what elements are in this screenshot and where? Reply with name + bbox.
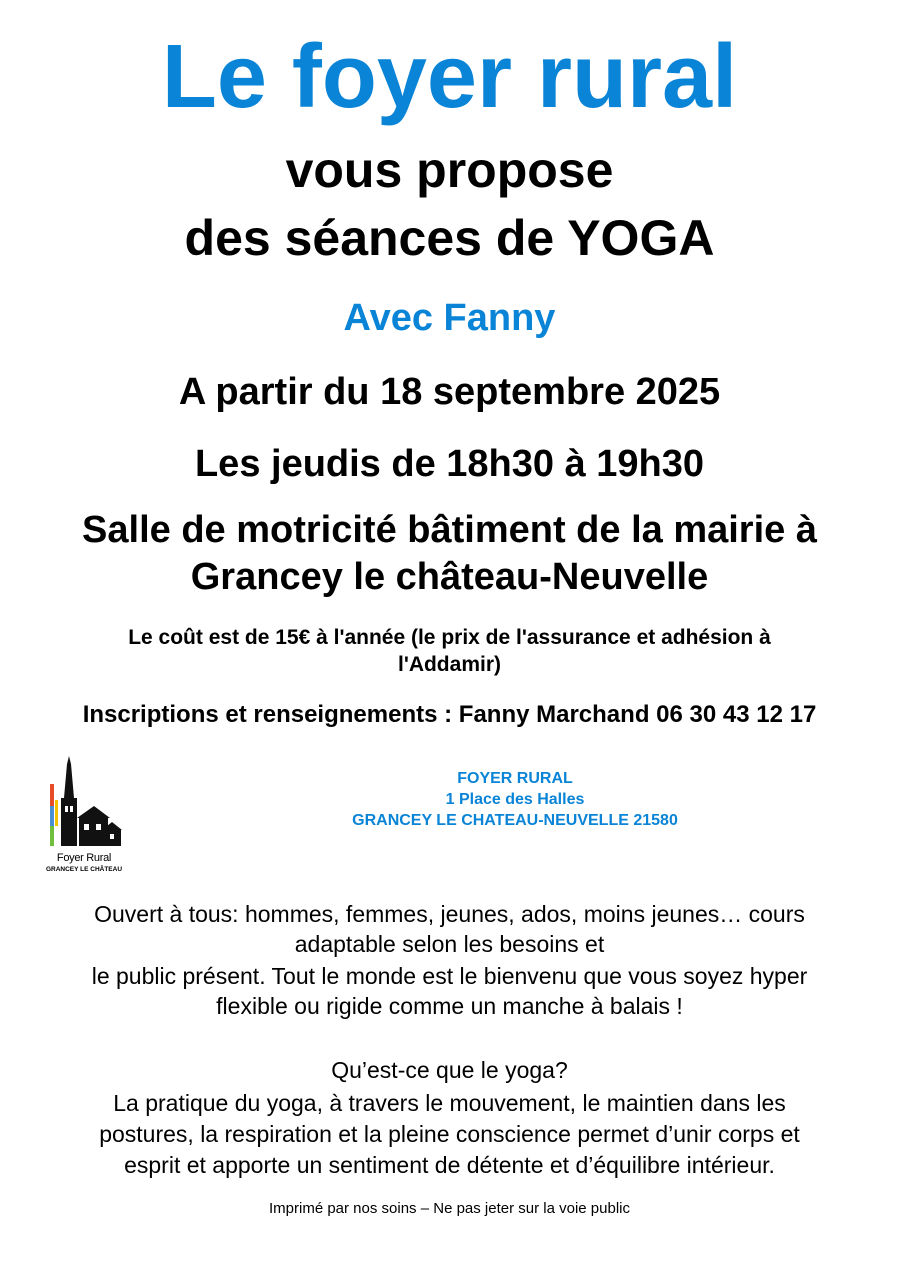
instructor-name: Avec Fanny [343,297,556,339]
subtitle-line-2: des séances de YOGA [184,210,715,266]
logo-tower [61,798,77,846]
logo-bar-yellow [55,800,58,826]
logo-house-roof [77,806,110,818]
church-village-icon [44,756,124,852]
yoga-question: Qu’est-ce que le yoga? [331,1057,568,1083]
address-line-1: FOYER RURAL [457,770,573,787]
open-line-3: le public présent. Tout le monde est le bienvenu que vous soyez hyper [91,963,808,989]
page-title: Le foyer rural [161,27,738,127]
logo-house [79,818,108,846]
open-line-1: Ouvert à tous: hommes, femmes, jeunes, ados, moins jeunes… cours [94,901,805,927]
foyer-rural-logo [44,756,124,880]
cost-line-2: l'Addamir) [397,653,501,676]
logo-steeple [64,756,74,798]
subtitle-line-1: vous propose [285,142,614,198]
yoga-line-2: postures, la respiration et la pleine conscience permet d’unir corps et [99,1121,800,1147]
yoga-line-3: esprit et apporte un sentiment de détente et d’équilibre intérieur. [124,1152,775,1178]
logo-bar-green [50,826,54,846]
logo-name: Foyer Rural [56,852,112,864]
cost-line-1: Le coût est de 15€ à l'année (le prix de l'assurance et adhésion à [128,626,771,649]
open-line-4: flexible ou rigide comme un manche à balais ! [216,993,683,1019]
footer-note: Imprimé par nos soins – Ne pas jeter sur la voie public [269,1200,630,1217]
yoga-line-1: La pratique du yoga, à travers le mouvement, le maintien dans les [113,1090,786,1116]
open-line-2: adaptable selon les besoins et [294,931,605,957]
session-schedule: Les jeudis de 18h30 à 19h30 [194,443,705,485]
address-line-2: 1 Place des Halles [445,791,585,808]
logo-bar-blue [50,806,54,826]
start-date: A partir du 18 septembre 2025 [178,371,721,413]
venue-line-2: Grancey le château-Neuvelle [190,556,709,598]
address-line-3: GRANCEY LE CHATEAU-NEUVELLE 21580 [352,812,678,829]
logo-subtitle: GRANCEY LE CHÂTEAU [45,866,123,873]
logo-bar-red [50,784,54,806]
venue-line-1: Salle de motricité bâtiment de la mairie à [82,509,817,551]
contact-info: Inscriptions et renseignements : Fanny Marchand 06 30 43 12 17 [82,701,817,728]
